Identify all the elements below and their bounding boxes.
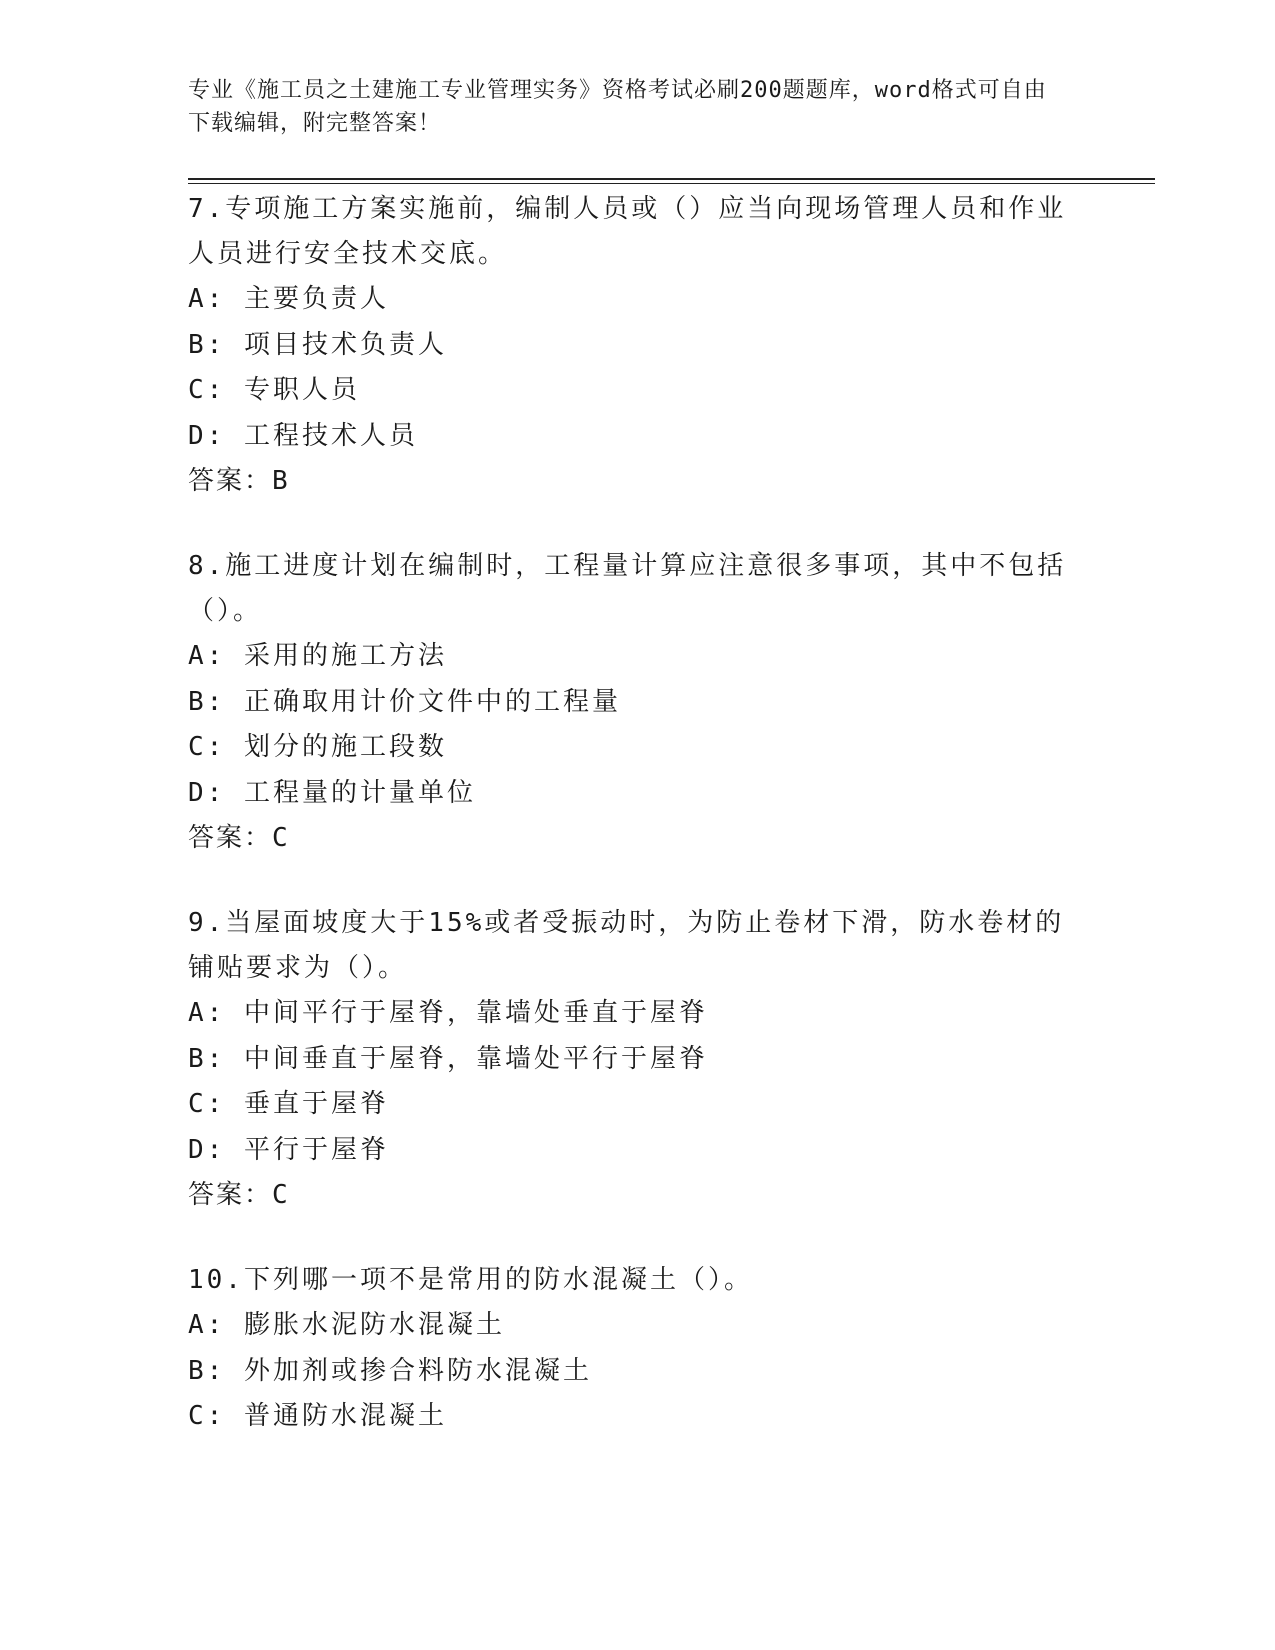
answer-value: C [272,1180,291,1210]
answer-label: 答案： [188,823,273,853]
option-b: B: 外加剂或掺合料防水混凝土 [188,1355,592,1386]
question-list [188,187,1088,1480]
option-a: A: 膨胀水泥防水混凝土 [188,1310,505,1340]
option-a: A: 主要负责人 [188,284,389,314]
answer-value: C [272,823,291,853]
header-rule-thick [188,178,1155,180]
option-c: C: 专职人员 [188,375,360,405]
option-b: B: 正确取用计价文件中的工程量 [188,686,621,717]
option-d: D: 工程技术人员 [188,420,418,451]
question-stem: 7.专项施工方案实施前，编制人员或（）应当向现场管理人员和作业人员进行安全技术交底。 [188,194,1067,269]
answer-line [188,1173,1088,1218]
question-stem: 9.当屋面坡度大于15%或者受振动时，为防止卷材下滑，防水卷材的铺贴要求为（）。 [188,908,1065,983]
option-c: C: 划分的施工段数 [188,732,447,762]
header-rule-thin [188,183,1155,184]
document-header: 专业《施工员之土建施工专业管理实务》资格考试必刷200题题库，word格式可自由下载编辑，附完整答案！ [188,78,1047,136]
answer-value: B [272,466,291,496]
option-a: A: 中间平行于屋脊，靠墙处垂直于屋脊 [188,998,708,1028]
question-8 [188,544,1088,861]
question-stem: 10.下列哪一项不是常用的防水混凝土（）。 [188,1265,753,1295]
option-b: B: 中间垂直于屋脊，靠墙处平行于屋脊 [188,1043,708,1074]
option-c: C: 垂直于屋脊 [188,1089,389,1119]
question-9 [188,901,1088,1218]
question-stem: 8.施工进度计划在编制时，工程量计算应注意很多事项，其中不包括（）。 [188,551,1067,626]
option-d: D: 工程量的计量单位 [188,777,476,808]
question-7 [188,187,1088,504]
answer-line [188,816,1088,861]
option-a: A: 采用的施工方法 [188,641,447,671]
answer-label: 答案： [188,466,273,496]
answer-label: 答案： [188,1180,273,1210]
question-10 [188,1258,1088,1440]
answer-line [188,459,1088,504]
option-c: C: 普通防水混凝土 [188,1401,447,1431]
option-d: D: 平行于屋脊 [188,1134,389,1165]
option-b: B: 项目技术负责人 [188,329,447,360]
